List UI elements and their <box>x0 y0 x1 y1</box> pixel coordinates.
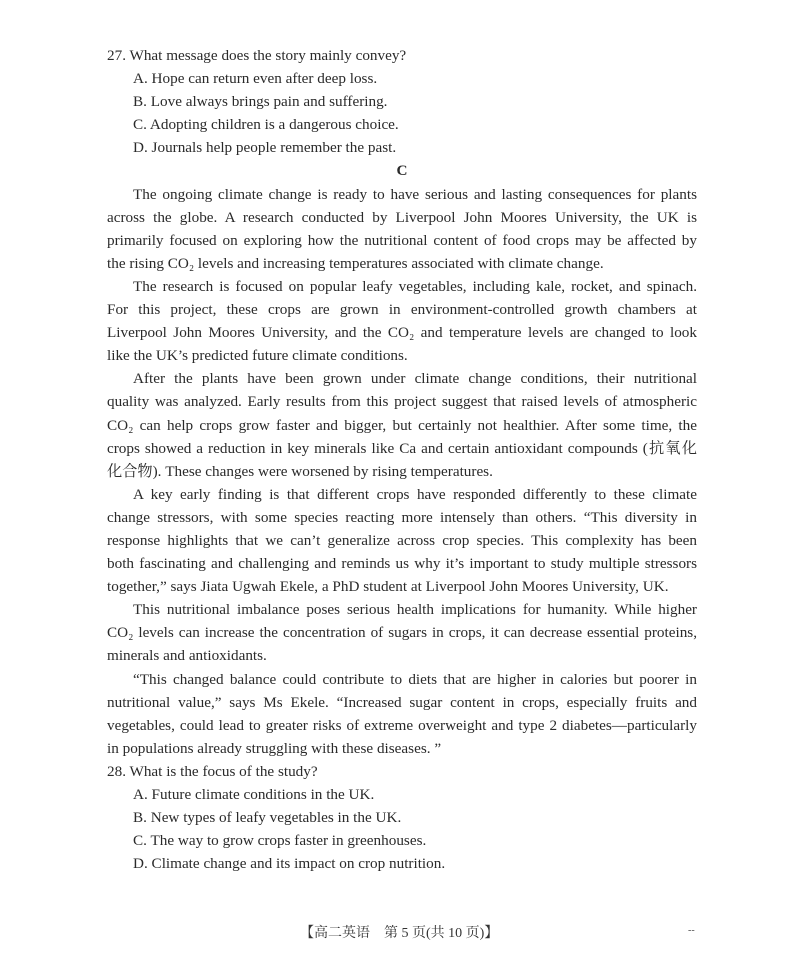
paragraph-line: The research is focused on popular leafy vegetables, including kale, rocket, and spinach. <box>133 277 697 295</box>
answer-option: A. Hope can return even after deep loss. <box>133 70 378 88</box>
footer-mark: -- <box>688 925 695 936</box>
page-footer: 【高二英语 第 5 页(共 10 页)】 <box>300 926 499 941</box>
section-heading: C <box>396 162 408 180</box>
question-q28: 28. What is the focus of the study? <box>107 762 318 780</box>
paragraph-line: across the globe. A research conducted by Liverpool John Moores University, the UK is <box>107 208 697 226</box>
paragraph-line: 化合物). These changes were worsened by rising temperatures. <box>107 462 493 480</box>
answer-option: A. Future climate conditions in the UK. <box>133 786 375 803</box>
paragraph-line: The ongoing climate change is ready to have serious and lasting consequences for plants <box>133 185 697 203</box>
paragraph-line: CO₂ can help crops grow faster and bigger, but certainly not healthier. After some time, the <box>107 416 697 434</box>
page-content <box>107 44 697 875</box>
paragraph-line: together,” says Jiata Ugwah Ekele, a PhD student at Liverpool John Moores University, UK. <box>107 578 669 596</box>
paragraph-line: Liverpool John Moores University, and the CO₂ and temperature levels are changed to look <box>107 324 697 342</box>
answer-option: D. Journals help people remember the past. <box>133 139 397 157</box>
paragraph-line: A key early finding is that different crops have responded differently to these climate <box>133 485 697 503</box>
paragraph-line: the rising CO₂ levels and increasing temperatures associated with climate change. <box>107 254 604 272</box>
paragraph-line: After the plants have been grown under climate change conditions, their nutritional <box>133 370 697 388</box>
paragraph-line: For this project, these crops are grown in environment-controlled growth chambers at <box>107 301 697 319</box>
paragraph-line: primarily focused on exploring how the nutritional content of food crops may be affected by <box>107 231 697 249</box>
answer-option: D. Climate change and its impact on crop nutrition. <box>133 855 446 873</box>
paragraph-line: quality was analyzed. Early results from this project suggest that raised levels of atmospheric <box>107 393 697 411</box>
paragraph-line: both fascinating and challenging and reminds us why it’s important to study multiple stressors <box>107 555 697 573</box>
paragraph-line: response highlights that we can’t generalize across crop species. This complexity has been <box>107 531 697 549</box>
paragraph-line: like the UK’s predicted future climate conditions. <box>107 347 408 365</box>
paragraph-line: change stressors, with some species reacting more intensely than others. “This diversity in <box>107 508 697 526</box>
paragraph-line: crops showed a reduction in key minerals like Ca and certain antioxidant compounds (抗氧化 <box>107 439 697 457</box>
paragraph-line: minerals and antioxidants. <box>107 647 267 665</box>
paragraph-line: “This changed balance could contribute to diets that are higher in calories but poorer in <box>133 670 697 688</box>
paragraph-line: CO₂ levels can increase the concentration of sugars in crops, it can decrease essential proteins, <box>107 624 697 642</box>
answer-option: B. Love always brings pain and suffering. <box>133 93 388 111</box>
paragraph-line: vegetables, could lead to greater risks of extreme overweight and type 2 diabetes—particularly <box>107 716 697 734</box>
answer-option: B. New types of leafy vegetables in the UK. <box>133 809 402 827</box>
paragraph-line: nutritional value,” says Ms Ekele. “Increased sugar content in crops, especially fruits and <box>107 693 697 711</box>
answer-option: C. Adopting children is a dangerous choice. <box>133 116 399 134</box>
paragraph-line: in populations already struggling with these diseases. ” <box>107 739 442 757</box>
answer-option: C. The way to grow crops faster in greenhouses. <box>133 832 427 850</box>
question-q27: 27. What message does the story mainly convey? <box>107 47 407 64</box>
paragraph-line: This nutritional imbalance poses serious health implications for humanity. While higher <box>133 601 697 619</box>
